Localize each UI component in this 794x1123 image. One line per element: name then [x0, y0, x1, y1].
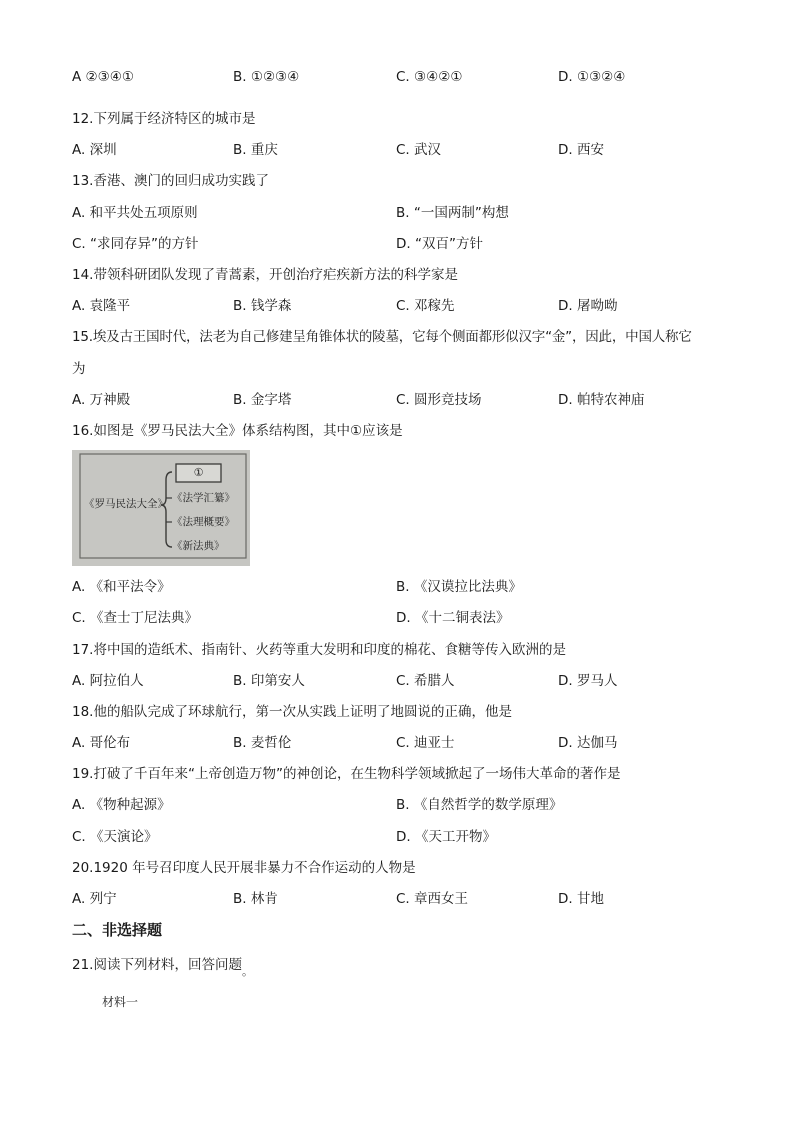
q21-stem-text: 21.阅读下列材料，回答问题	[72, 957, 242, 973]
q18-option-d: D. 达伽马	[558, 735, 618, 751]
q11-option-a: A ②③④①	[72, 69, 134, 85]
q19-option-c: C. 《天演论》	[72, 829, 158, 845]
q20-stem: 20.1920 年号召印度人民开展非暴力不合作运动的人物是	[72, 860, 416, 876]
q13-option-a: A. 和平共处五项原则	[72, 205, 198, 221]
q21-stem	[72, 956, 253, 978]
q16-stem: 16.如图是《罗马民法大全》体系结构图，其中①应该是	[72, 423, 403, 439]
q17-option-a: A. 阿拉伯人	[72, 673, 144, 689]
q18-option-b: B. 麦哲伦	[233, 735, 292, 751]
q14-stem: 14.带领科研团队发现了青蒿素，开创治疗疟疾新方法的科学家是	[72, 267, 458, 283]
q15-option-c: C. 圆形竞技场	[396, 392, 482, 408]
q18-option-c: C. 迪亚士	[396, 735, 455, 751]
q18-stem: 18.他的船队完成了环球航行，第一次从实践上证明了地圆说的正确，他是	[72, 704, 512, 720]
figure-branch-2: 《法理概要》	[172, 516, 235, 528]
q19-option-b: B. 《自然哲学的数学原理》	[396, 797, 563, 813]
q15-option-d: D. 帕特农神庙	[558, 392, 645, 408]
q11-option-b: B. ①②③④	[233, 69, 300, 85]
q15-option-b: B. 金字塔	[233, 392, 292, 408]
q17-option-b: B. 印第安人	[233, 673, 305, 689]
q13-option-c: C. “求同存异”的方针	[72, 236, 199, 252]
q12-option-c: C. 武汉	[396, 142, 442, 158]
q14-option-c: C. 邓稼先	[396, 298, 455, 314]
q20-option-c: C. 章西女王	[396, 891, 469, 907]
q16-option-c: C. 《查士丁尼法典》	[72, 610, 199, 626]
q19-stem: 19.打破了千百年来“上帝创造万物”的神创论，在生物科学领域掀起了一场伟大革命的著作是	[72, 766, 621, 782]
q12-option-d: D. 西安	[558, 142, 604, 158]
figure-branch-3: 《新法典》	[172, 540, 225, 552]
q13-stem: 13.香港、澳门的回归成功实践了	[72, 173, 269, 189]
figure-branch-1: 《法学汇纂》	[172, 492, 235, 504]
q20-option-d: D. 甘地	[558, 891, 604, 907]
q16-option-b: B. 《汉谟拉比法典》	[396, 579, 522, 595]
q17-stem: 17.将中国的造纸术、指南针、火药等重大发明和印度的棉花、食糖等传入欧洲的是	[72, 642, 566, 658]
figure-root-label: 《罗马民法大全》	[84, 498, 168, 510]
q15-stem: 15.埃及古王国时代，法老为自己修建呈角锥体状的陵墓，它每个侧面都形似汉字“金”，因此，中国人称它	[72, 329, 692, 345]
q16-option-a: A. 《和平法令》	[72, 579, 171, 595]
q14-option-d: D. 屠呦呦	[558, 298, 618, 314]
q20-option-a: A. 列宁	[72, 891, 117, 907]
q12-option-b: B. 重庆	[233, 142, 278, 158]
q11-option-c: C. ③④②①	[396, 69, 463, 85]
q13-option-d: D. “双百”方针	[396, 236, 483, 252]
q15-option-a: A. 万神殿	[72, 392, 131, 408]
roman-law-structure-figure	[72, 450, 250, 566]
q14-option-b: B. 钱学森	[233, 298, 292, 314]
material-1-label: 材料一	[102, 995, 139, 1009]
q15-stem-continued: 为	[72, 361, 86, 377]
q18-option-a: A. 哥伦布	[72, 735, 131, 751]
q12-stem: 12.下列属于经济特区的城市是	[72, 111, 256, 127]
q19-option-a: A. 《物种起源》	[72, 797, 171, 813]
q20-option-b: B. 林肯	[233, 891, 278, 907]
q17-option-d: D. 罗马人	[558, 673, 618, 689]
q12-option-a: A. 深圳	[72, 142, 117, 158]
figure-box-label: ①	[193, 466, 204, 479]
q11-option-d: D. ①③②④	[558, 69, 626, 85]
section-title-non-choice: 二、非选择题	[72, 921, 163, 939]
q14-option-a: A. 袁隆平	[72, 298, 131, 314]
q16-option-d: D. 《十二铜表法》	[396, 610, 510, 626]
q19-option-d: D. 《天工开物》	[396, 829, 496, 845]
q21-stem-dot: 。	[241, 965, 253, 978]
q13-option-b: B. “一国两制”构想	[396, 205, 509, 221]
q17-option-c: C. 希腊人	[396, 673, 455, 689]
